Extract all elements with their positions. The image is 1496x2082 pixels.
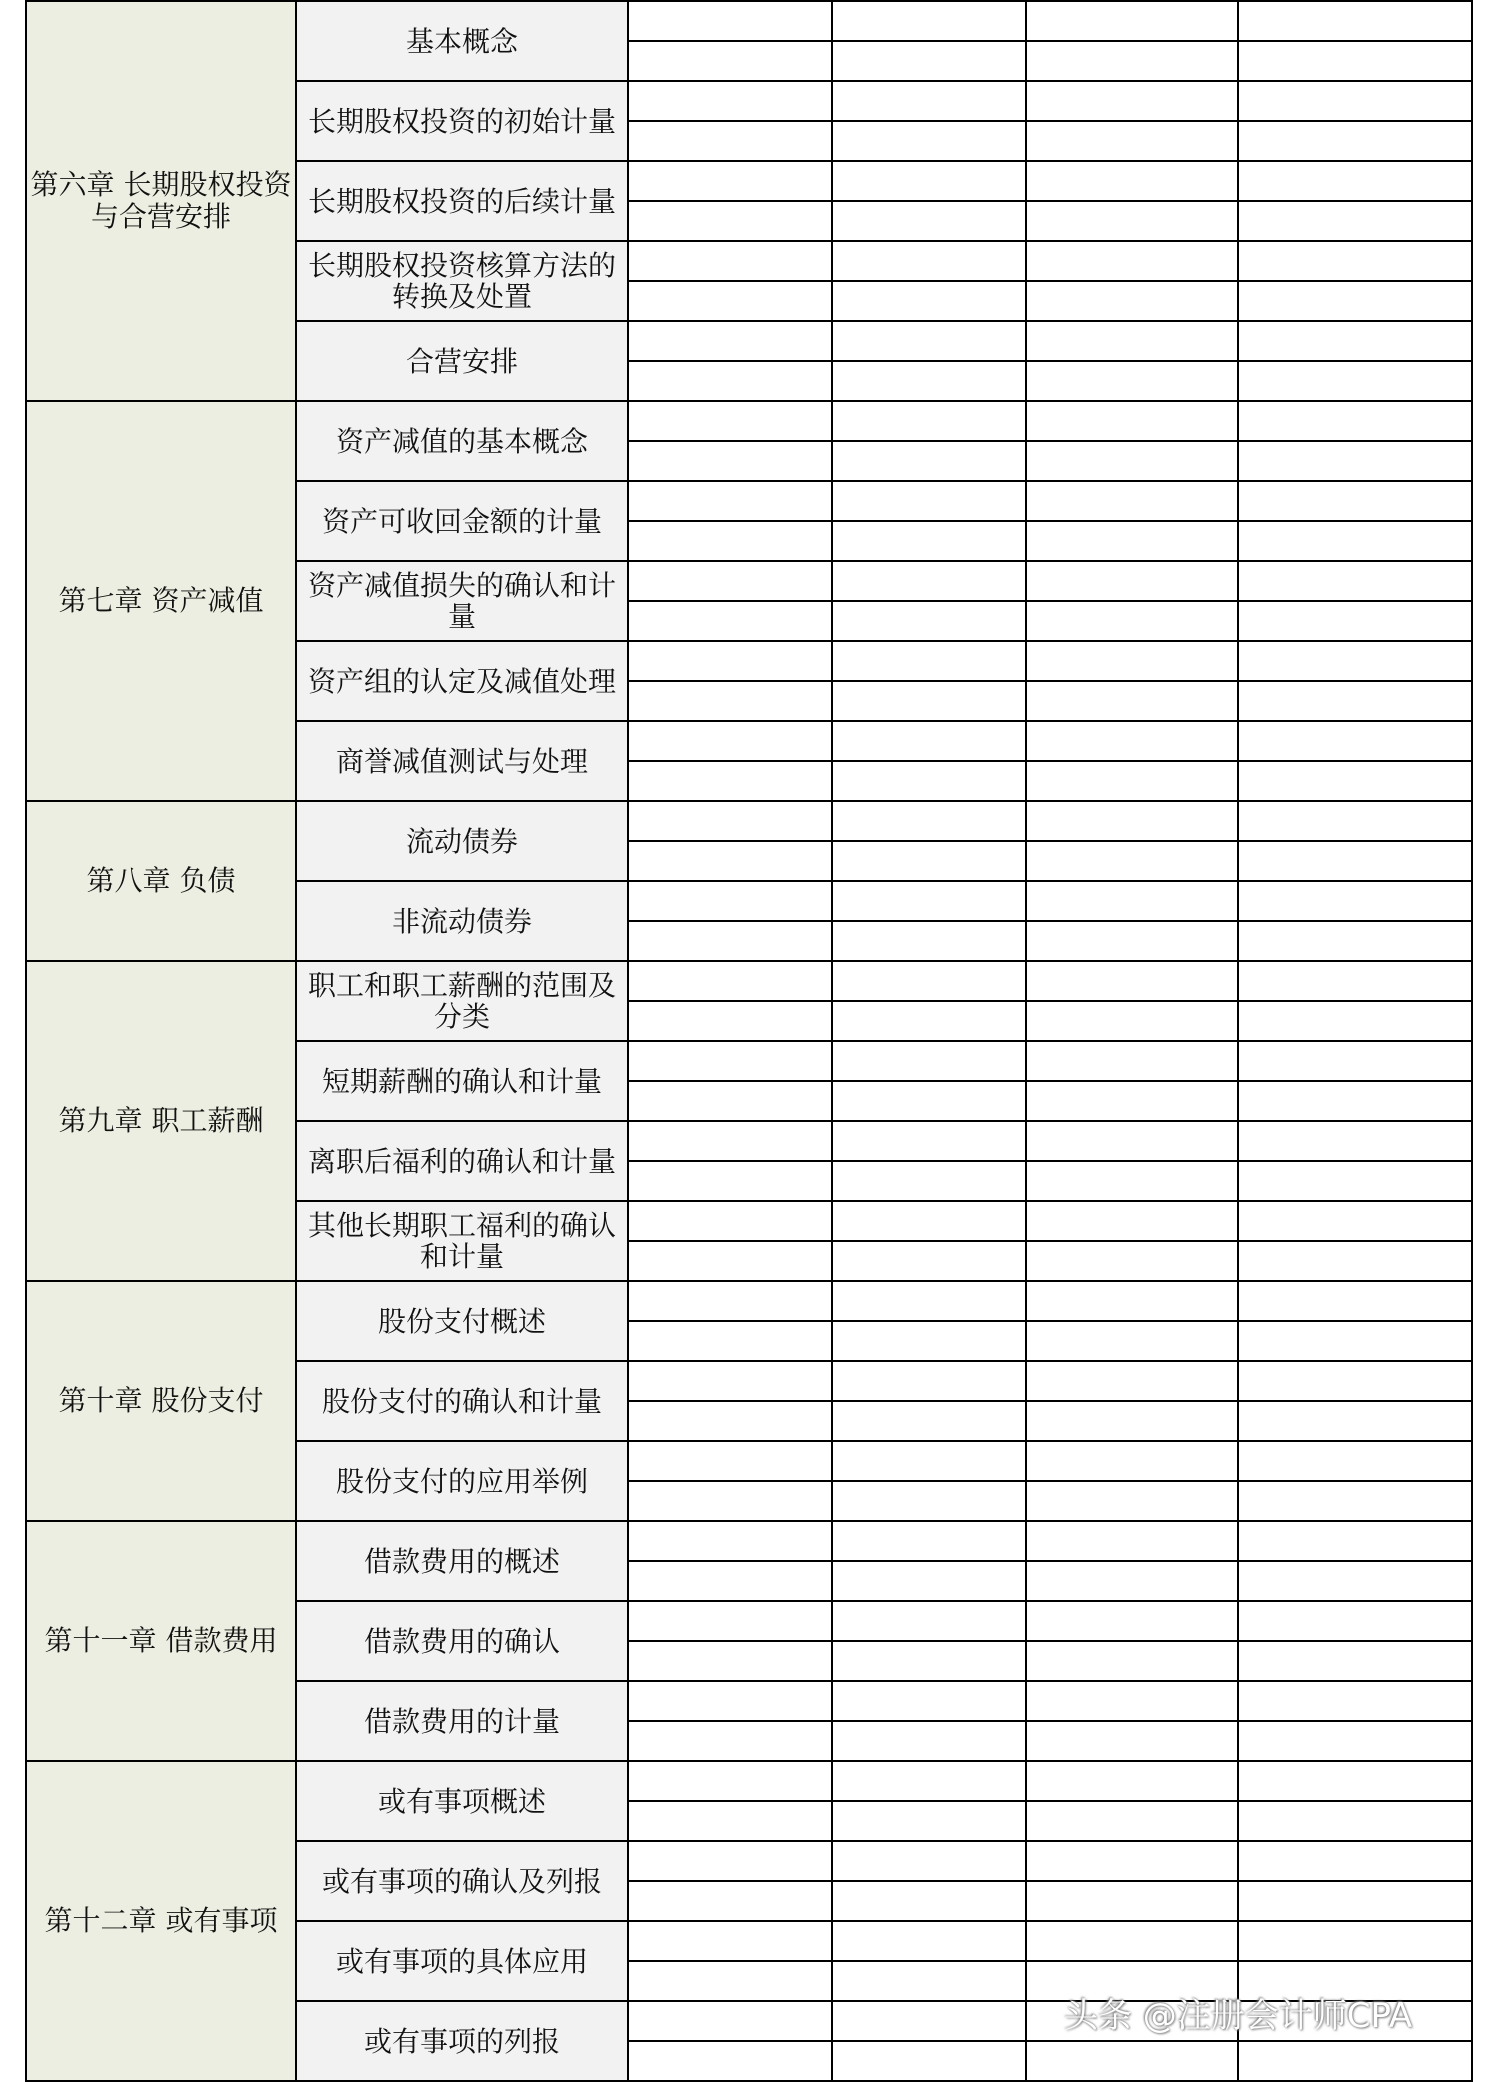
blank-cell — [628, 801, 832, 841]
blank-cell — [832, 441, 1026, 481]
blank-cell — [1026, 481, 1238, 521]
blank-cell — [628, 321, 832, 361]
blank-cell — [1238, 521, 1472, 561]
blank-cell — [1026, 801, 1238, 841]
topic-cell: 长期股权投资的初始计量 — [296, 81, 628, 161]
blank-cell — [1026, 1401, 1238, 1441]
blank-cell — [1238, 1921, 1472, 1961]
blank-cell — [1026, 1641, 1238, 1681]
blank-cell — [1026, 1441, 1238, 1481]
blank-cell — [1026, 561, 1238, 601]
blank-cell — [1238, 1161, 1472, 1201]
blank-cell — [1238, 81, 1472, 121]
blank-cell — [628, 1401, 832, 1441]
blank-cell — [1238, 161, 1472, 201]
topic-cell: 借款费用的概述 — [296, 1521, 628, 1601]
blank-cell — [832, 1441, 1026, 1481]
blank-cell — [1238, 761, 1472, 801]
blank-cell — [628, 2041, 832, 2081]
blank-cell — [832, 1841, 1026, 1881]
blank-cell — [628, 161, 832, 201]
table-row — [26, 801, 1472, 841]
blank-cell — [1238, 121, 1472, 161]
topic-cell: 长期股权投资核算方法的转换及处置 — [296, 241, 628, 321]
blank-cell — [1238, 601, 1472, 641]
blank-cell — [1026, 1841, 1238, 1881]
blank-cell — [1238, 1041, 1472, 1081]
blank-cell — [832, 1921, 1026, 1961]
blank-cell — [1026, 681, 1238, 721]
topic-cell: 短期薪酬的确认和计量 — [296, 1041, 628, 1121]
blank-cell — [1026, 281, 1238, 321]
blank-cell — [628, 1601, 832, 1641]
blank-cell — [832, 1961, 1026, 2001]
blank-cell — [1026, 401, 1238, 441]
blank-cell — [628, 1841, 832, 1881]
blank-cell — [628, 41, 832, 81]
blank-cell — [1026, 921, 1238, 961]
chapter-cell: 第六章 长期股权投资与合营安排 — [26, 1, 296, 401]
blank-cell — [628, 521, 832, 561]
blank-cell — [1238, 1841, 1472, 1881]
blank-cell — [1026, 1761, 1238, 1801]
topic-cell: 长期股权投资的后续计量 — [296, 161, 628, 241]
blank-cell — [1026, 81, 1238, 121]
blank-cell — [1238, 721, 1472, 761]
blank-cell — [1026, 601, 1238, 641]
blank-cell — [1026, 1361, 1238, 1401]
blank-cell — [628, 201, 832, 241]
blank-cell — [1238, 441, 1472, 481]
table-body — [26, 1, 1472, 2081]
topic-cell: 股份支付的确认和计量 — [296, 1361, 628, 1441]
topic-cell: 借款费用的计量 — [296, 1681, 628, 1761]
blank-cell — [1238, 1441, 1472, 1481]
blank-cell — [832, 601, 1026, 641]
blank-cell — [628, 881, 832, 921]
blank-cell — [628, 1, 832, 41]
blank-cell — [628, 641, 832, 681]
blank-cell — [832, 761, 1026, 801]
blank-cell — [1238, 1801, 1472, 1841]
blank-cell — [1026, 1681, 1238, 1721]
blank-cell — [832, 2041, 1026, 2081]
blank-cell — [628, 1001, 832, 1041]
blank-cell — [628, 1121, 832, 1161]
blank-cell — [1026, 761, 1238, 801]
blank-cell — [1026, 1041, 1238, 1081]
topic-cell: 或有事项概述 — [296, 1761, 628, 1841]
blank-cell — [1238, 1361, 1472, 1401]
blank-cell — [832, 521, 1026, 561]
blank-cell — [1026, 201, 1238, 241]
blank-cell — [1026, 1281, 1238, 1321]
blank-cell — [628, 401, 832, 441]
chapter-cell: 第十二章 或有事项 — [26, 1761, 296, 2081]
blank-cell — [832, 41, 1026, 81]
blank-cell — [832, 241, 1026, 281]
blank-cell — [628, 1881, 832, 1921]
blank-cell — [628, 961, 832, 1001]
chapter-cell: 第八章 负债 — [26, 801, 296, 961]
blank-cell — [628, 841, 832, 881]
blank-cell — [1238, 1681, 1472, 1721]
blank-cell — [832, 1321, 1026, 1361]
blank-cell — [628, 1201, 832, 1241]
blank-cell — [628, 1481, 832, 1521]
blank-cell — [1026, 241, 1238, 281]
blank-cell — [832, 2001, 1026, 2041]
chapter-cell: 第九章 职工薪酬 — [26, 961, 296, 1281]
blank-cell — [1238, 1721, 1472, 1761]
blank-cell — [832, 161, 1026, 201]
study-plan-table — [25, 0, 1473, 2082]
blank-cell — [1026, 321, 1238, 361]
blank-cell — [1238, 881, 1472, 921]
blank-cell — [628, 1761, 832, 1801]
blank-cell — [1238, 921, 1472, 961]
blank-cell — [832, 1361, 1026, 1401]
blank-cell — [1238, 801, 1472, 841]
blank-cell — [832, 121, 1026, 161]
blank-cell — [628, 921, 832, 961]
blank-cell — [1026, 1521, 1238, 1561]
topic-cell: 资产组的认定及减值处理 — [296, 641, 628, 721]
blank-cell — [1238, 1281, 1472, 1321]
blank-cell — [832, 561, 1026, 601]
topic-cell: 资产可收回金额的计量 — [296, 481, 628, 561]
blank-cell — [628, 1961, 832, 2001]
blank-cell — [628, 721, 832, 761]
blank-cell — [1238, 1201, 1472, 1241]
blank-cell — [628, 441, 832, 481]
blank-cell — [1238, 1761, 1472, 1801]
blank-cell — [1238, 841, 1472, 881]
blank-cell — [832, 961, 1026, 1001]
blank-cell — [832, 401, 1026, 441]
blank-cell — [1026, 121, 1238, 161]
blank-cell — [1238, 1481, 1472, 1521]
blank-cell — [628, 2001, 832, 2041]
chapter-cell: 第十章 股份支付 — [26, 1281, 296, 1521]
blank-cell — [832, 1081, 1026, 1121]
blank-cell — [832, 361, 1026, 401]
blank-cell — [628, 1441, 832, 1481]
blank-cell — [1026, 721, 1238, 761]
blank-cell — [832, 481, 1026, 521]
blank-cell — [1238, 1881, 1472, 1921]
blank-cell — [1026, 1321, 1238, 1361]
blank-cell — [628, 761, 832, 801]
blank-cell — [1026, 1121, 1238, 1161]
blank-cell — [832, 1121, 1026, 1161]
blank-cell — [628, 241, 832, 281]
blank-cell — [628, 481, 832, 521]
blank-cell — [1026, 1001, 1238, 1041]
blank-cell — [832, 1721, 1026, 1761]
blank-cell — [1238, 1, 1472, 41]
blank-cell — [628, 1081, 832, 1121]
blank-cell — [1238, 561, 1472, 601]
blank-cell — [1026, 1921, 1238, 1961]
blank-cell — [832, 1801, 1026, 1841]
blank-cell — [832, 681, 1026, 721]
blank-cell — [1026, 641, 1238, 681]
chapter-cell: 第十一章 借款费用 — [26, 1521, 296, 1761]
table-row — [26, 1761, 1472, 1801]
topic-cell: 股份支付概述 — [296, 1281, 628, 1361]
blank-cell — [1026, 881, 1238, 921]
blank-cell — [1238, 961, 1472, 1001]
blank-cell — [1026, 2041, 1238, 2081]
blank-cell — [1238, 641, 1472, 681]
blank-cell — [1026, 1, 1238, 41]
topic-cell: 借款费用的确认 — [296, 1601, 628, 1681]
blank-cell — [832, 201, 1026, 241]
blank-cell — [832, 281, 1026, 321]
blank-cell — [1238, 1601, 1472, 1641]
blank-cell — [832, 1641, 1026, 1681]
topic-cell: 资产减值的基本概念 — [296, 401, 628, 481]
blank-cell — [1238, 41, 1472, 81]
blank-cell — [1026, 361, 1238, 401]
blank-cell — [1238, 681, 1472, 721]
blank-cell — [832, 81, 1026, 121]
blank-cell — [832, 1281, 1026, 1321]
blank-cell — [628, 1281, 832, 1321]
blank-cell — [628, 1241, 832, 1281]
blank-cell — [1026, 1601, 1238, 1641]
blank-cell — [1238, 2041, 1472, 2081]
table-row — [26, 1281, 1472, 1321]
blank-cell — [1026, 161, 1238, 201]
blank-cell — [1238, 1561, 1472, 1601]
blank-cell — [628, 1721, 832, 1761]
blank-cell — [628, 281, 832, 321]
blank-cell — [628, 1641, 832, 1681]
blank-cell — [628, 81, 832, 121]
blank-cell — [1026, 841, 1238, 881]
topic-cell: 或有事项的列报 — [296, 2001, 628, 2081]
blank-cell — [1238, 321, 1472, 361]
blank-cell — [1238, 361, 1472, 401]
blank-cell — [1026, 1721, 1238, 1761]
blank-cell — [832, 321, 1026, 361]
topic-cell: 流动债券 — [296, 801, 628, 881]
topic-cell: 基本概念 — [296, 1, 628, 81]
blank-cell — [832, 841, 1026, 881]
blank-cell — [1238, 481, 1472, 521]
blank-cell — [1238, 1641, 1472, 1681]
blank-cell — [1238, 1081, 1472, 1121]
blank-cell — [1026, 1481, 1238, 1521]
blank-cell — [628, 1361, 832, 1401]
blank-cell — [1026, 961, 1238, 1001]
blank-cell — [628, 1041, 832, 1081]
blank-cell — [1238, 401, 1472, 441]
topic-cell: 离职后福利的确认和计量 — [296, 1121, 628, 1201]
topic-cell: 资产减值损失的确认和计量 — [296, 561, 628, 641]
blank-cell — [1238, 1401, 1472, 1441]
blank-cell — [1026, 1801, 1238, 1841]
blank-cell — [832, 1481, 1026, 1521]
topic-cell: 或有事项的具体应用 — [296, 1921, 628, 2001]
blank-cell — [628, 1521, 832, 1561]
topic-cell: 非流动债券 — [296, 881, 628, 961]
blank-cell — [832, 1521, 1026, 1561]
blank-cell — [628, 681, 832, 721]
blank-cell — [628, 1561, 832, 1601]
blank-cell — [628, 1321, 832, 1361]
blank-cell — [1238, 241, 1472, 281]
blank-cell — [628, 1801, 832, 1841]
blank-cell — [1238, 1001, 1472, 1041]
blank-cell — [1026, 1161, 1238, 1201]
blank-cell — [832, 801, 1026, 841]
blank-cell — [1238, 281, 1472, 321]
blank-cell — [628, 361, 832, 401]
topic-cell: 商誉减值测试与处理 — [296, 721, 628, 801]
blank-cell — [832, 921, 1026, 961]
blank-cell — [628, 1921, 832, 1961]
blank-cell — [1026, 1561, 1238, 1601]
blank-cell — [832, 641, 1026, 681]
blank-cell — [832, 1761, 1026, 1801]
topic-cell: 职工和职工薪酬的范围及分类 — [296, 961, 628, 1041]
blank-cell — [1026, 1241, 1238, 1281]
blank-cell — [1238, 1321, 1472, 1361]
blank-cell — [832, 1561, 1026, 1601]
blank-cell — [1238, 1521, 1472, 1561]
blank-cell — [1026, 441, 1238, 481]
table-row — [26, 1, 1472, 41]
blank-cell — [832, 1201, 1026, 1241]
blank-cell — [628, 601, 832, 641]
blank-cell — [832, 1881, 1026, 1921]
blank-cell — [628, 561, 832, 601]
blank-cell — [832, 1681, 1026, 1721]
blank-cell — [1238, 1121, 1472, 1161]
blank-cell — [832, 881, 1026, 921]
chapter-cell: 第七章 资产减值 — [26, 401, 296, 801]
table-row — [26, 401, 1472, 441]
blank-cell — [1026, 1881, 1238, 1921]
blank-cell — [832, 1161, 1026, 1201]
topic-cell: 或有事项的确认及列报 — [296, 1841, 628, 1921]
blank-cell — [832, 1, 1026, 41]
topic-cell: 其他长期职工福利的确认和计量 — [296, 1201, 628, 1281]
blank-cell — [832, 1601, 1026, 1641]
blank-cell — [1026, 1201, 1238, 1241]
blank-cell — [628, 1681, 832, 1721]
blank-cell — [832, 1401, 1026, 1441]
watermark: 头条 @注册会计师CPA — [1064, 1996, 1413, 2036]
blank-cell — [628, 1161, 832, 1201]
blank-cell — [1238, 201, 1472, 241]
blank-cell — [1238, 1241, 1472, 1281]
blank-cell — [832, 1001, 1026, 1041]
blank-cell — [832, 1241, 1026, 1281]
table-row — [26, 961, 1472, 1001]
blank-cell — [1026, 1081, 1238, 1121]
blank-cell — [628, 121, 832, 161]
blank-cell — [832, 721, 1026, 761]
topic-cell: 股份支付的应用举例 — [296, 1441, 628, 1521]
topic-cell: 合营安排 — [296, 321, 628, 401]
table-row — [26, 1521, 1472, 1561]
blank-cell — [1026, 41, 1238, 81]
blank-cell — [832, 1041, 1026, 1081]
blank-cell — [1026, 521, 1238, 561]
